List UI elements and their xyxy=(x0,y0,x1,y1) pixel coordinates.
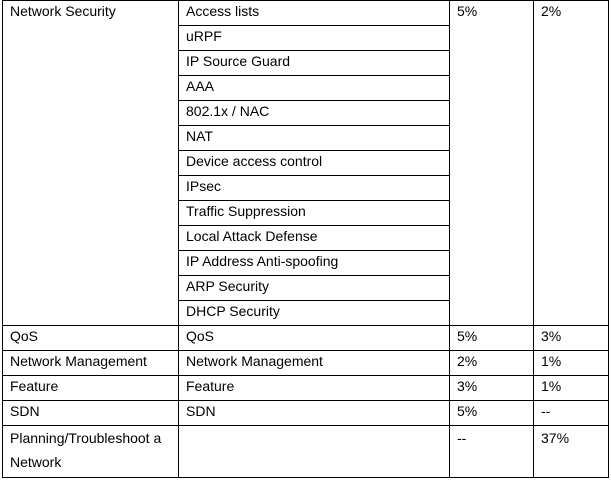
value-cell: 1% xyxy=(534,351,609,376)
value-cell: 37% xyxy=(534,426,609,478)
subtopic-cell: Local Attack Defense xyxy=(179,226,450,251)
category-cell: Feature xyxy=(3,376,179,401)
table-row xyxy=(3,326,609,351)
subtopic-cell: AAA xyxy=(179,76,450,101)
subtopic-cell xyxy=(179,426,450,478)
value-cell: 3% xyxy=(534,326,609,351)
category-cell: Network Management xyxy=(3,351,179,376)
category-cell: QoS xyxy=(3,326,179,351)
table-row xyxy=(3,376,609,401)
subtopic-cell: ARP Security xyxy=(179,276,450,301)
subtopic-cell: uRPF xyxy=(179,26,450,51)
subtopic-cell: Feature xyxy=(179,376,450,401)
exam-topic-table xyxy=(2,0,609,478)
value-cell: 5% xyxy=(450,1,534,326)
subtopic-cell: DHCP Security xyxy=(179,301,450,326)
table-row xyxy=(3,351,609,376)
category-cell: Planning/Troubleshoot a Network xyxy=(3,426,179,478)
table-row xyxy=(3,401,609,426)
value-cell: 5% xyxy=(450,326,534,351)
value-cell: 3% xyxy=(450,376,534,401)
subtopic-cell: QoS xyxy=(179,326,450,351)
value-cell: 5% xyxy=(450,401,534,426)
category-cell: SDN xyxy=(3,401,179,426)
subtopic-cell: Device access control xyxy=(179,151,450,176)
table-row xyxy=(3,1,609,26)
value-cell: 2% xyxy=(534,1,609,326)
value-cell: 2% xyxy=(450,351,534,376)
subtopic-cell: NAT xyxy=(179,126,450,151)
subtopic-cell: Access lists xyxy=(179,1,450,26)
subtopic-cell: IP Address Anti-spoofing xyxy=(179,251,450,276)
subtopic-cell: 802.1x / NAC xyxy=(179,101,450,126)
subtopic-cell: IP Source Guard xyxy=(179,51,450,76)
subtopic-cell: IPsec xyxy=(179,176,450,201)
subtopic-cell: SDN xyxy=(179,401,450,426)
subtopic-cell: Traffic Suppression xyxy=(179,201,450,226)
subtopic-cell: Network Management xyxy=(179,351,450,376)
value-cell: 1% xyxy=(534,376,609,401)
value-cell: -- xyxy=(534,401,609,426)
value-cell: -- xyxy=(450,426,534,478)
table-row xyxy=(3,426,609,478)
category-cell: Network Security xyxy=(3,1,179,326)
